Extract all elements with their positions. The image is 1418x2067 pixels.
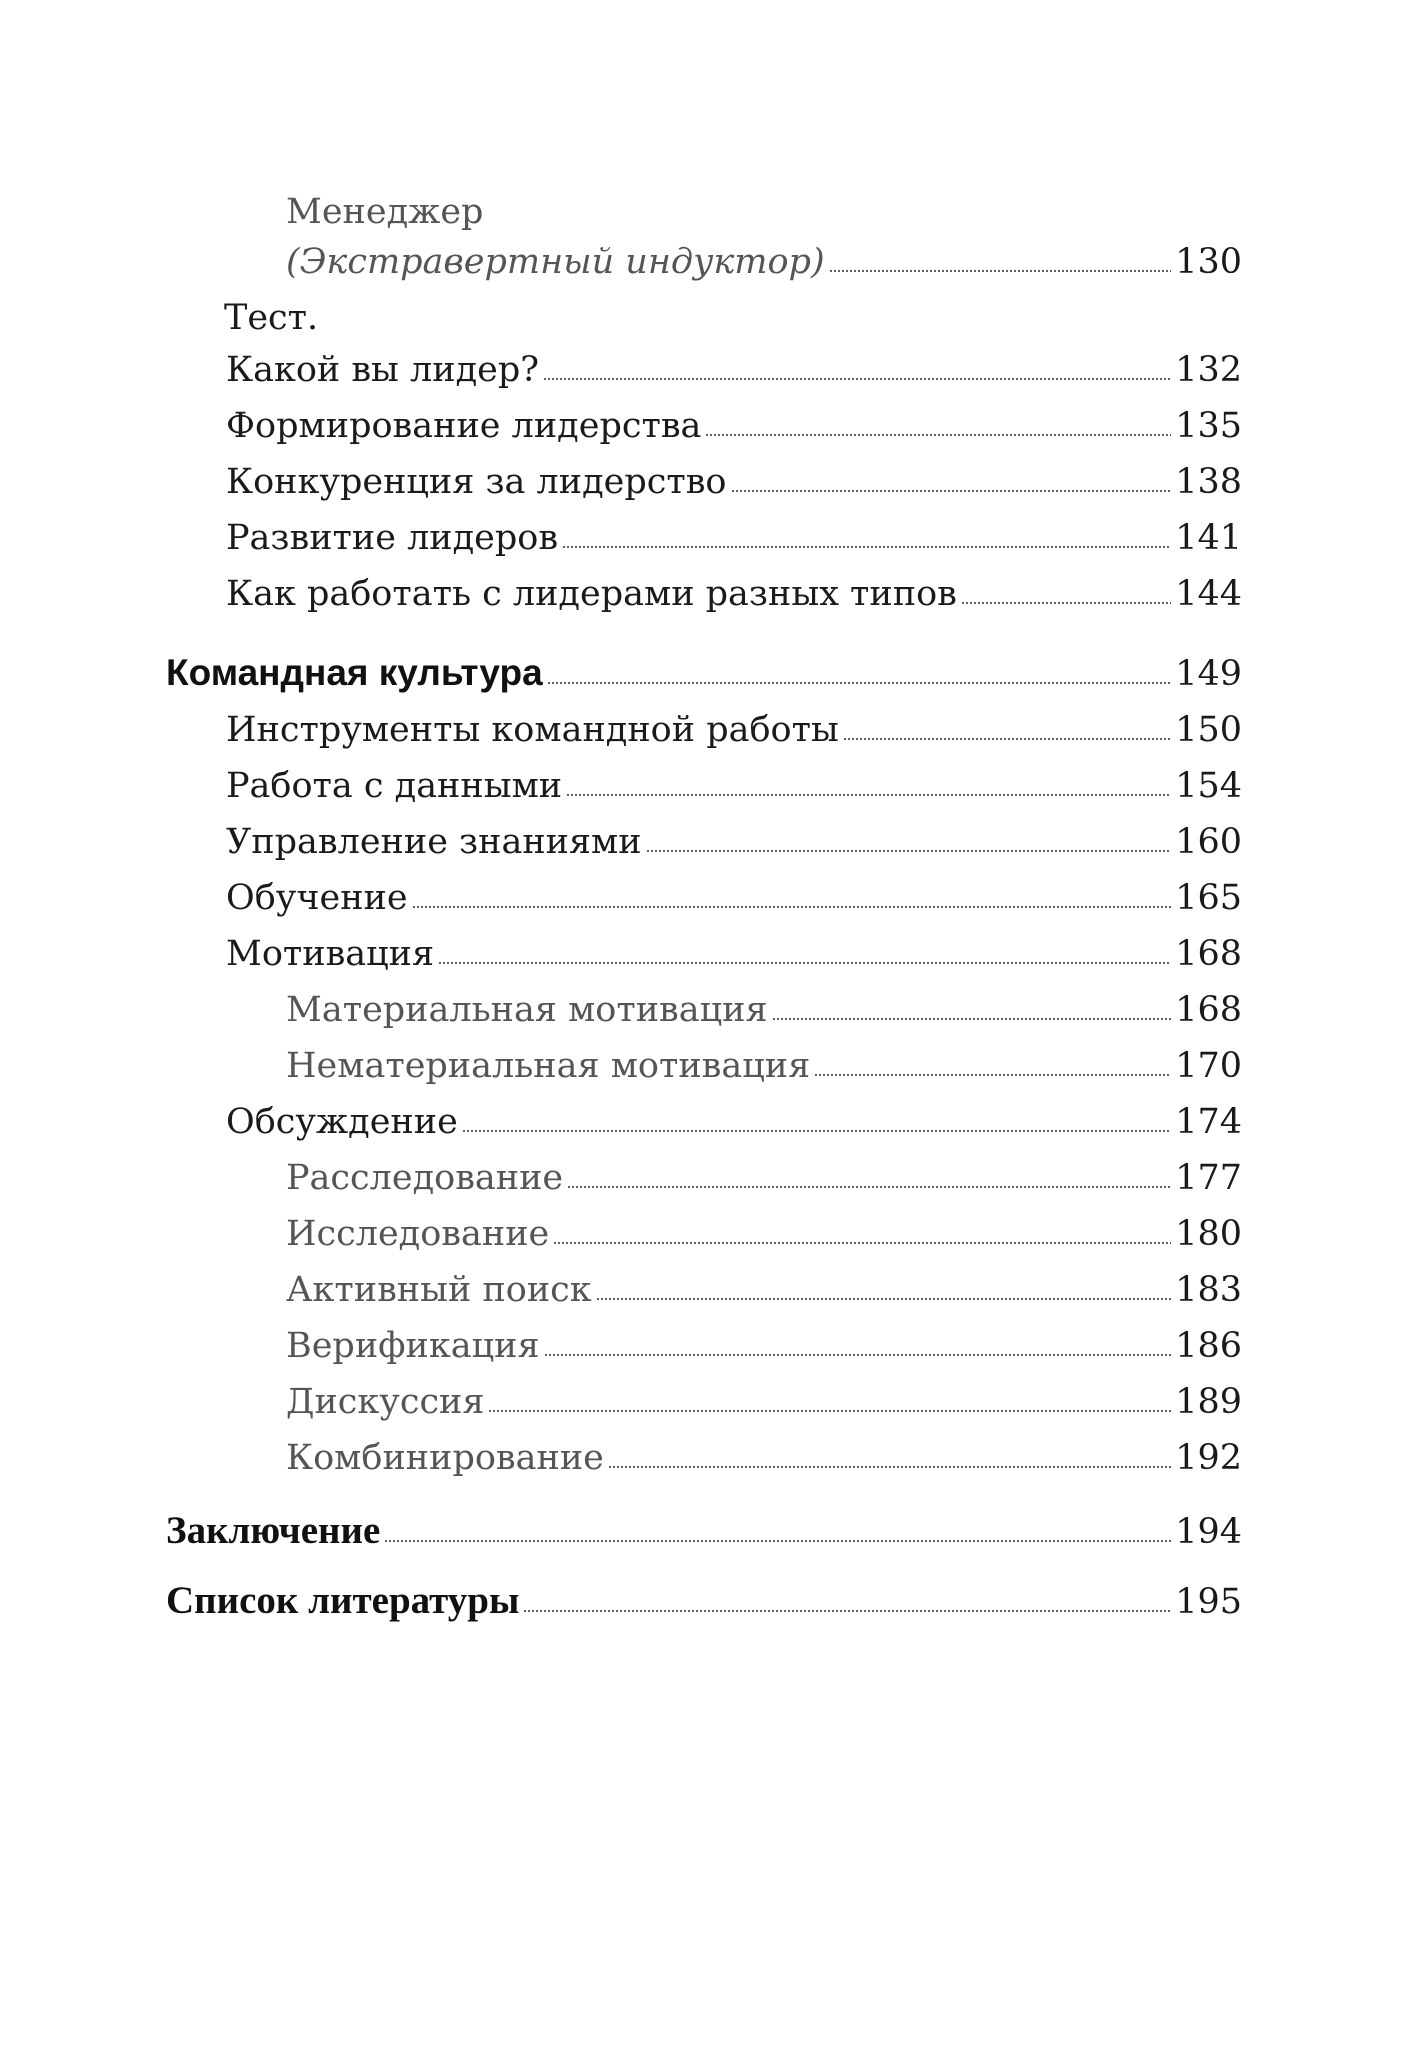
toc-entry[interactable] [226, 822, 1242, 862]
toc-entry-title: Дискуссия [286, 1382, 485, 1422]
dot-leader [705, 434, 1171, 436]
toc-entry-page: 165 [1175, 878, 1242, 918]
toc-entry-title: Развитие лидеров [226, 518, 559, 558]
toc-entry-title: Заключение [166, 1509, 381, 1552]
dot-leader [523, 1610, 1171, 1612]
dot-leader [596, 1298, 1172, 1300]
toc-entry[interactable] [226, 766, 1242, 806]
toc-entry[interactable] [226, 934, 1242, 974]
toc-chapter[interactable] [166, 1508, 1242, 1553]
toc-entry[interactable] [286, 990, 1242, 1030]
dot-leader [772, 1018, 1172, 1020]
toc-entry-title: Материальная мотивация [286, 990, 768, 1030]
dot-leader [384, 1540, 1171, 1542]
toc-entry-page: 168 [1175, 934, 1242, 974]
toc-entry[interactable] [286, 1326, 1242, 1366]
toc-chapter[interactable] [166, 1578, 1242, 1623]
toc-entry[interactable] [286, 1158, 1242, 1198]
toc-entry-page: 160 [1175, 822, 1242, 862]
dot-leader [829, 270, 1172, 272]
toc-entry-title: Работа с данными [226, 766, 563, 806]
toc-entry-page: 144 [1175, 574, 1242, 614]
toc-entry-title: Какой вы лидер? [226, 350, 540, 390]
toc-entry-page: 192 [1175, 1438, 1242, 1478]
dot-leader [438, 962, 1171, 964]
dot-leader [412, 906, 1172, 908]
toc-entry-title: (Экстравертный индуктор) [286, 242, 825, 282]
toc-entry-title: Верификация [286, 1326, 540, 1366]
dot-leader [646, 850, 1172, 852]
toc-entry[interactable] [226, 518, 1242, 558]
toc-entry[interactable] [286, 242, 1242, 282]
toc-entry-title: Управление знаниями [226, 822, 642, 862]
dot-leader [544, 1354, 1172, 1356]
dot-leader [462, 1130, 1171, 1132]
toc-entry-title: Инструменты командной работы [226, 710, 839, 750]
toc-entry[interactable] [226, 350, 1242, 390]
toc-entry-title: Менеджер [286, 192, 484, 232]
toc-entry[interactable] [226, 462, 1242, 502]
toc-entry-page: 195 [1175, 1582, 1242, 1622]
toc-entry-title: Тест. [224, 298, 319, 338]
toc-entry[interactable] [226, 1102, 1242, 1142]
toc-entry-page: 170 [1175, 1046, 1242, 1086]
toc-entry-page: 180 [1175, 1214, 1242, 1254]
toc-entry[interactable] [286, 1382, 1242, 1422]
toc-entry-title: Исследование [286, 1214, 550, 1254]
toc-entry-page: 168 [1175, 990, 1242, 1030]
toc-entry[interactable] [226, 406, 1242, 446]
toc-chapter[interactable] [166, 652, 1242, 694]
toc-entry-page: 132 [1175, 350, 1242, 390]
dot-leader [547, 682, 1171, 684]
toc-entry-page: 186 [1175, 1326, 1242, 1366]
toc-entry-page: 194 [1175, 1512, 1242, 1552]
toc-entry-page: 189 [1175, 1382, 1242, 1422]
toc-entry-title: Формирование лидерства [226, 406, 702, 446]
toc-entry-page: 135 [1175, 406, 1242, 446]
dot-leader [553, 1242, 1171, 1244]
dot-leader [814, 1074, 1171, 1076]
toc-entry-title: Командная культура [166, 652, 543, 693]
toc-entry[interactable] [286, 1046, 1242, 1086]
toc-entry[interactable] [286, 1270, 1242, 1310]
toc-entry-page: 138 [1175, 462, 1242, 502]
toc-entry-manager-line1 [286, 192, 483, 232]
dot-leader [488, 1410, 1171, 1412]
dot-leader [731, 490, 1172, 492]
toc-entry-title: Как работать с лидерами разных типов [226, 574, 957, 614]
dot-leader [608, 1466, 1171, 1468]
dot-leader [543, 378, 1171, 380]
toc-entry-page: 154 [1175, 766, 1242, 806]
dot-leader [562, 546, 1171, 548]
dot-leader [843, 738, 1171, 740]
toc-entry-title: Обучение [226, 878, 408, 918]
dot-leader [961, 602, 1171, 604]
toc-entry-title: Расследование [286, 1158, 564, 1198]
toc-entry-test-line1 [224, 298, 318, 338]
toc-entry-title: Активный поиск [286, 1270, 592, 1310]
dot-leader [566, 794, 1171, 796]
toc-entry-title: Мотивация [226, 934, 435, 974]
toc-entry-title: Нематериальная мотивация [286, 1046, 811, 1086]
toc-entry-title: Список литературы [166, 1579, 520, 1622]
toc-entry-page: 174 [1175, 1102, 1242, 1142]
toc-entry[interactable] [226, 878, 1242, 918]
toc-entry-page: 150 [1175, 710, 1242, 750]
toc-entry-title: Комбинирование [286, 1438, 604, 1478]
toc-entry[interactable] [226, 574, 1242, 614]
toc-entry-page: 130 [1175, 242, 1242, 282]
toc-entry-page: 141 [1175, 518, 1242, 558]
toc-entry-page: 183 [1175, 1270, 1242, 1310]
toc-entry-page: 149 [1175, 654, 1242, 694]
toc-entry[interactable] [286, 1214, 1242, 1254]
toc-entry-title: Обсуждение [226, 1102, 458, 1142]
dot-leader [567, 1186, 1171, 1188]
toc-entry[interactable] [286, 1438, 1242, 1478]
toc-entry-page: 177 [1175, 1158, 1242, 1198]
toc-entry[interactable] [226, 710, 1242, 750]
toc-entry-title: Конкуренция за лидерство [226, 462, 727, 502]
